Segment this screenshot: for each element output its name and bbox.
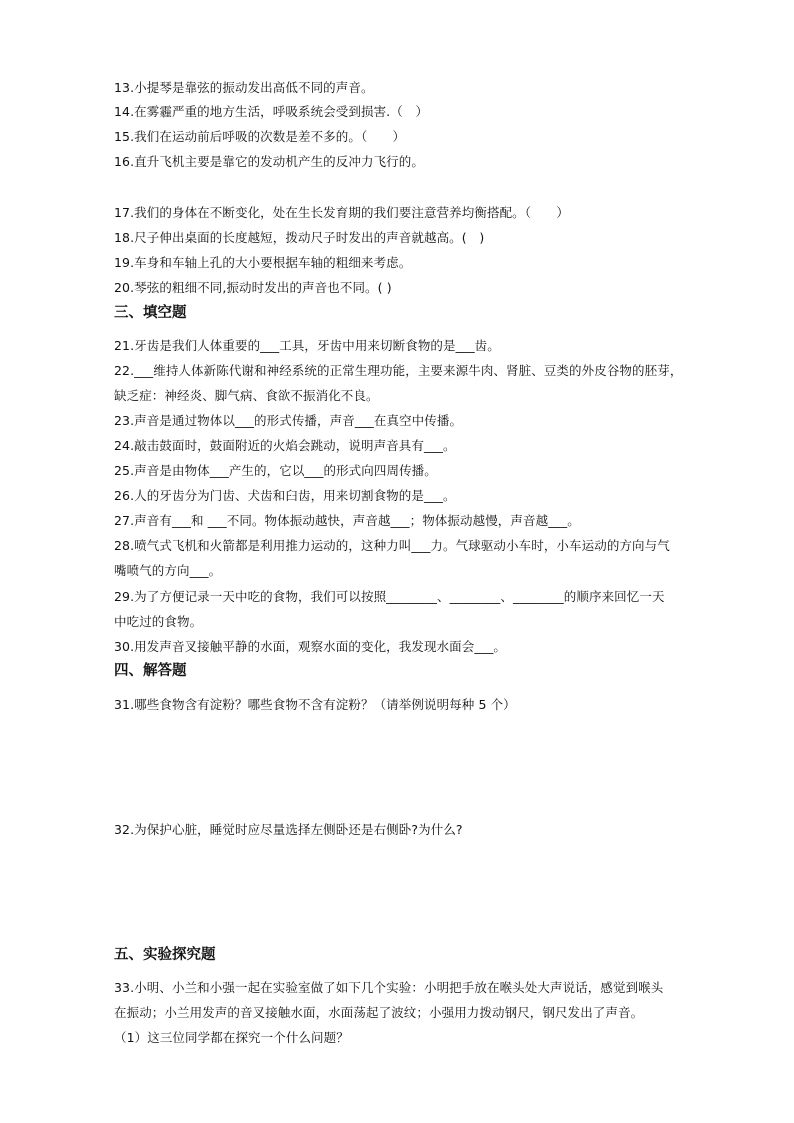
question-22-cont: 缺乏症：神经炎、脚气病、食欲不振消化不良。 bbox=[114, 388, 379, 403]
section-heading-fill: 三、填空题 bbox=[114, 305, 187, 321]
section-heading-experiment: 五、实验探究题 bbox=[114, 947, 216, 963]
question-14: 14.在雾霾严重的地方生活，呼吸系统会受到损害.（ ） bbox=[114, 104, 429, 119]
question-33: 33.小明、小兰和小强一起在实验室做了如下几个实验：小明把手放在喉头处大声说话，感觉到喉头 bbox=[114, 980, 664, 995]
question-27: 27.声音有___和 ___不同。物体振动越快，声音越___；物体振动越慢，声音越___。 bbox=[114, 513, 580, 528]
section-heading-answer: 四、解答题 bbox=[114, 663, 187, 679]
question-31: 31.哪些食物含有淀粉？哪些食物不含有淀粉？（请举例说明每种 5 个） bbox=[114, 697, 516, 712]
question-15: 15.我们在运动前后呼吸的次数是差不多的。（ ） bbox=[114, 129, 406, 144]
question-32: 32.为保护心脏，睡觉时应尽量选择左侧卧还是右侧卧?为什么? bbox=[114, 822, 463, 837]
question-21: 21.牙齿是我们人体重要的___工具，牙齿中用来切断食物的是___齿。 bbox=[114, 338, 500, 353]
question-25: 25.声音是由物体___产生的，它以___的形式向四周传播。 bbox=[114, 463, 437, 478]
question-24: 24.敲击鼓面时，鼓面附近的火焰会跳动，说明声音具有___。 bbox=[114, 438, 456, 453]
question-17: 17.我们的身体在不断变化，处在生长发育期的我们要注意营养均衡搭配。（ ） bbox=[114, 205, 569, 220]
question-26: 26.人的牙齿分为门齿、犬齿和臼齿，用来切割食物的是___。 bbox=[114, 488, 456, 503]
question-33-cont: 在振动；小兰用发声的音叉接触水面，水面荡起了波纹；小强用力拨动钢尺，钢尺发出了声音。 bbox=[114, 1005, 644, 1020]
question-30: 30.用发声音叉接触平静的水面，观察水面的变化，我发现水面会___。 bbox=[114, 639, 507, 654]
question-22: 22.___维持人体新陈代谢和神经系统的正常生理功能，主要来源牛肉、肾脏、豆类的外皮谷物的胚芽， bbox=[114, 363, 683, 378]
question-16: 16.直升飞机主要是靠它的发动机产生的反冲力飞行的。 bbox=[114, 154, 424, 169]
question-20: 20.琴弦的粗细不同,振动时发出的声音也不同。( ) bbox=[114, 280, 392, 295]
question-18: 18.尺子伸出桌面的长度越短，拨动尺子时发出的声音就越高。( ) bbox=[114, 230, 485, 245]
question-29-cont: 中吃过的食物。 bbox=[114, 614, 203, 629]
question-23: 23.声音是通过物体以___的形式传播，声音___在真空中传播。 bbox=[114, 413, 463, 428]
question-13: 13.小提琴是靠弦的振动发出高低不同的声音。 bbox=[114, 80, 374, 95]
question-28-cont: 嘴喷气的方向___。 bbox=[114, 563, 222, 578]
question-19: 19.车身和车轴上孔的大小要根据车轴的粗细来考虑。 bbox=[114, 255, 412, 270]
question-29: 29.为了方便记录一天中吃的食物，我们可以按照________、________、________的顺序来回忆一天 bbox=[114, 589, 665, 604]
question-28: 28.喷气式飞机和火箭都是利用推力运动的，这种力叫___力。气球驱动小车时，小车运动的方向与气 bbox=[114, 538, 670, 553]
question-33-sub-1: （1）这三位同学都在探究一个什么问题？ bbox=[114, 1030, 349, 1045]
